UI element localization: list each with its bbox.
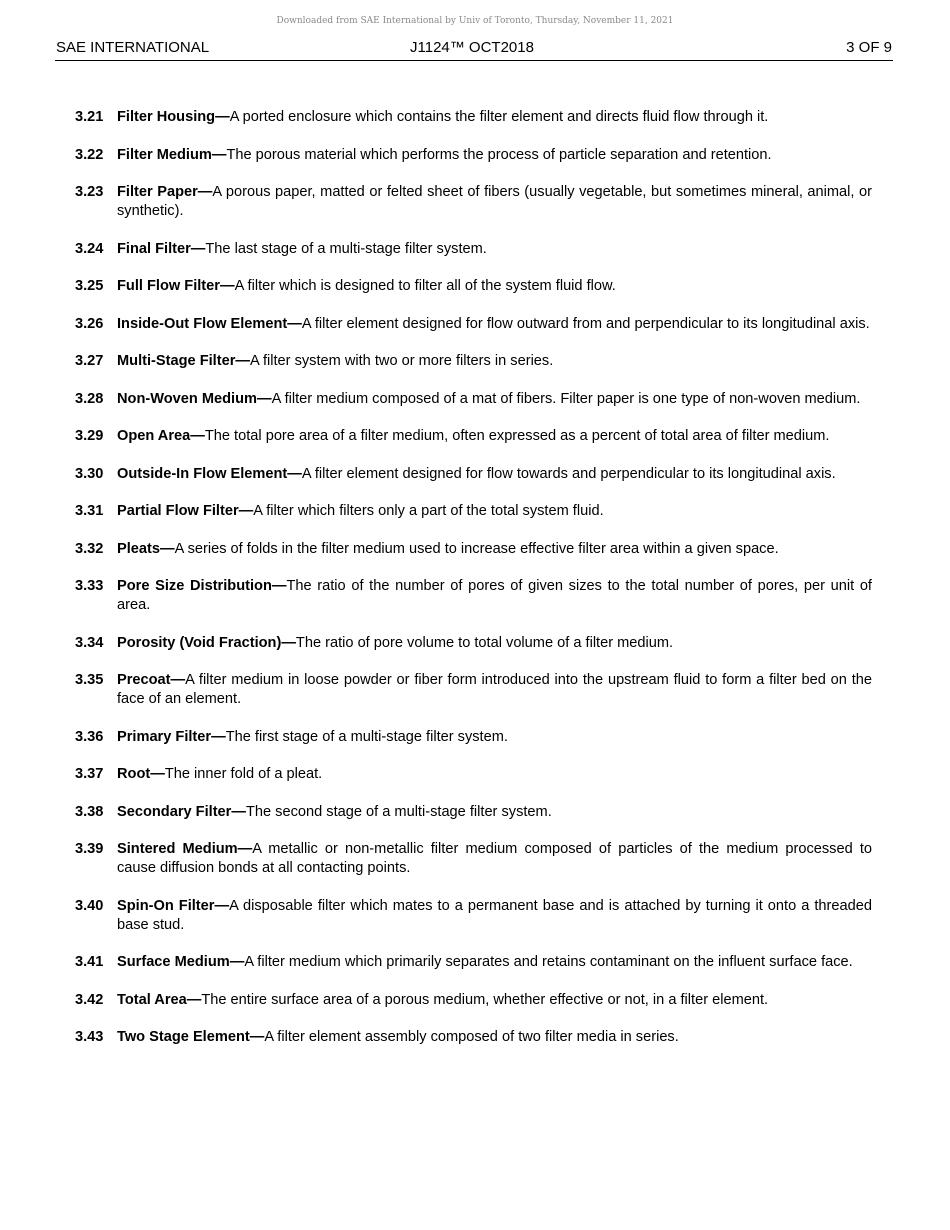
definition-number: 3.34 — [75, 634, 104, 651]
definition-term: Precoat— — [117, 672, 186, 688]
definition-number: 3.24 — [75, 240, 104, 257]
definition-number: 3.23 — [75, 184, 104, 200]
definition-text: The inner fold of a pleat. — [164, 766, 323, 782]
page-header — [55, 38, 893, 61]
definition-text: The last stage of a multi-stage filter system. — [205, 240, 487, 257]
definition-body — [117, 577, 872, 615]
definition-body — [117, 146, 872, 165]
definition-text: A filter element assembly composed of two filter media in series. — [264, 1029, 679, 1045]
definition-number: 3.30 — [75, 465, 104, 482]
definition-item — [75, 108, 872, 127]
definition-item — [75, 765, 872, 784]
definition-item — [75, 502, 872, 521]
definition-body — [117, 240, 872, 259]
definition-body — [117, 315, 872, 334]
definition-term: Pore Size Distribution— — [117, 578, 287, 594]
definitions-list — [75, 108, 872, 1066]
definition-number: 3.33 — [75, 578, 104, 594]
definition-number: 3.42 — [75, 991, 104, 1008]
definition-text: The ratio of the number of pores of given sizes to the total number of pores, per unit of area. — [117, 578, 872, 613]
definition-term: Total Area— — [117, 991, 202, 1008]
definition-body — [117, 108, 872, 127]
definition-number: 3.29 — [75, 428, 104, 444]
definition-body — [117, 765, 872, 784]
definition-text: A porous paper, matted or felted sheet of fibers (usually vegetable, but sometimes mineral, animal, or synthetic). — [117, 184, 872, 219]
definition-term: Spin-On Filter— — [117, 897, 230, 914]
definition-body — [117, 991, 872, 1010]
definition-item — [75, 728, 872, 747]
definition-text: A filter system with two or more filters in series. — [249, 353, 554, 369]
definition-body — [117, 897, 872, 935]
definition-text: The first stage of a multi-stage filter system. — [225, 728, 508, 745]
header-page-number: 3 OF 9 — [846, 39, 892, 56]
definition-text: A filter medium composed of a mat of fibers. Filter paper is one type of non-woven medium. — [271, 390, 861, 407]
definition-item — [75, 465, 872, 484]
definition-item — [75, 315, 872, 334]
header-org: SAE INTERNATIONAL — [56, 39, 210, 56]
definition-number: 3.31 — [75, 503, 104, 519]
definition-body — [117, 502, 872, 521]
definition-item — [75, 240, 872, 259]
definition-term: Surface Medium— — [117, 954, 245, 970]
definition-number: 3.26 — [75, 315, 104, 332]
definition-number: 3.41 — [75, 954, 104, 970]
download-watermark: Downloaded from SAE International by Univ of Toronto, Thursday, November 11, 2021 — [276, 16, 674, 26]
definition-body — [117, 427, 872, 446]
definition-body — [117, 352, 872, 371]
definition-text: A metallic or non-metallic filter medium composed of particles of the medium processed to cause diffusion bonds at all contacting points. — [117, 841, 872, 876]
definition-text: A disposable filter which mates to a permanent base and is attached by turning it onto a threaded base stud. — [117, 897, 872, 933]
definition-text: A ported enclosure which contains the filter element and directs fluid flow through it. — [229, 109, 769, 125]
definition-item — [75, 277, 872, 296]
definition-item — [75, 991, 872, 1010]
definition-body — [117, 183, 872, 221]
definition-item — [75, 803, 872, 822]
definition-number: 3.39 — [75, 841, 104, 857]
definition-number: 3.40 — [75, 897, 104, 914]
definition-body — [117, 1028, 872, 1047]
definition-term: Full Flow Filter— — [117, 278, 235, 294]
definition-term: Two Stage Element— — [117, 1029, 265, 1045]
definition-term: Root— — [117, 766, 165, 782]
definition-term: Final Filter— — [117, 240, 206, 257]
definition-body — [117, 390, 872, 409]
definition-term: Primary Filter— — [117, 728, 226, 745]
definition-item — [75, 671, 872, 709]
definition-number: 3.38 — [75, 803, 104, 820]
definition-text: A filter which filters only a part of the total system fluid. — [253, 503, 604, 519]
definition-term: Multi-Stage Filter— — [117, 353, 250, 369]
definition-number: 3.37 — [75, 766, 104, 782]
definition-term: Pleats— — [117, 540, 175, 557]
definition-text: A series of folds in the filter medium used to increase effective filter area within a given space. — [174, 540, 779, 557]
definition-term: Filter Medium— — [117, 146, 227, 163]
definition-item — [75, 427, 872, 446]
definition-body — [117, 540, 872, 559]
definition-item — [75, 352, 872, 371]
definition-term: Non-Woven Medium— — [117, 390, 272, 407]
definition-number: 3.22 — [75, 146, 104, 163]
definition-item — [75, 840, 872, 878]
definition-text: The second stage of a multi-stage filter system. — [245, 803, 552, 820]
definition-number: 3.35 — [75, 672, 104, 688]
definition-text: A filter medium which primarily separates and retains contaminant on the influent surface face. — [244, 954, 853, 970]
definition-item — [75, 577, 872, 615]
definition-body — [117, 465, 872, 484]
definition-body — [117, 803, 872, 822]
definition-number: 3.43 — [75, 1029, 104, 1045]
definition-item — [75, 897, 872, 935]
definition-body — [117, 953, 872, 972]
definition-term: Inside-Out Flow Element— — [117, 315, 302, 332]
definition-body — [117, 840, 872, 878]
definition-number: 3.21 — [75, 109, 104, 125]
definition-term: Outside-In Flow Element— — [117, 465, 302, 482]
definition-item — [75, 146, 872, 165]
definition-term: Secondary Filter— — [117, 803, 246, 820]
definition-number: 3.32 — [75, 540, 104, 557]
definition-item — [75, 390, 872, 409]
definition-text: The ratio of pore volume to total volume of a filter medium. — [295, 634, 674, 651]
definition-text: A filter element designed for flow towards and perpendicular to its longitudinal axis. — [301, 465, 836, 482]
definition-item — [75, 634, 872, 653]
definition-item — [75, 953, 872, 972]
definition-item — [75, 540, 872, 559]
definition-term: Filter Paper— — [117, 184, 213, 200]
definition-text: A filter element designed for flow outward from and perpendicular to its longitudinal axis. — [301, 315, 870, 332]
definition-number: 3.27 — [75, 353, 104, 369]
definition-term: Open Area— — [117, 428, 205, 444]
definition-text: A filter medium in loose powder or fiber form introduced into the upstream fluid to form a filter bed on the face of an element. — [117, 672, 872, 707]
header-doc-id: J1124™ OCT2018 — [410, 39, 534, 56]
definition-text: A filter which is designed to filter all of the system fluid flow. — [234, 278, 616, 294]
definition-body — [117, 728, 872, 747]
definition-term: Partial Flow Filter— — [117, 503, 254, 519]
definition-body — [117, 634, 872, 653]
definition-item — [75, 1028, 872, 1047]
definition-number: 3.36 — [75, 728, 104, 745]
definition-item — [75, 183, 872, 221]
definition-text: The entire surface area of a porous medium, whether effective or not, in a filter element. — [201, 991, 769, 1008]
definition-text: The porous material which performs the process of particle separation and retention. — [226, 146, 772, 163]
definition-body — [117, 671, 872, 709]
definition-term: Filter Housing— — [117, 109, 230, 125]
definition-text: The total pore area of a filter medium, often expressed as a percent of total area of filter medium. — [204, 428, 830, 444]
definition-number: 3.25 — [75, 278, 104, 294]
definition-number: 3.28 — [75, 390, 104, 407]
definition-body — [117, 277, 872, 296]
definition-term: Sintered Medium— — [117, 841, 253, 857]
definition-term: Porosity (Void Fraction)— — [117, 634, 296, 651]
